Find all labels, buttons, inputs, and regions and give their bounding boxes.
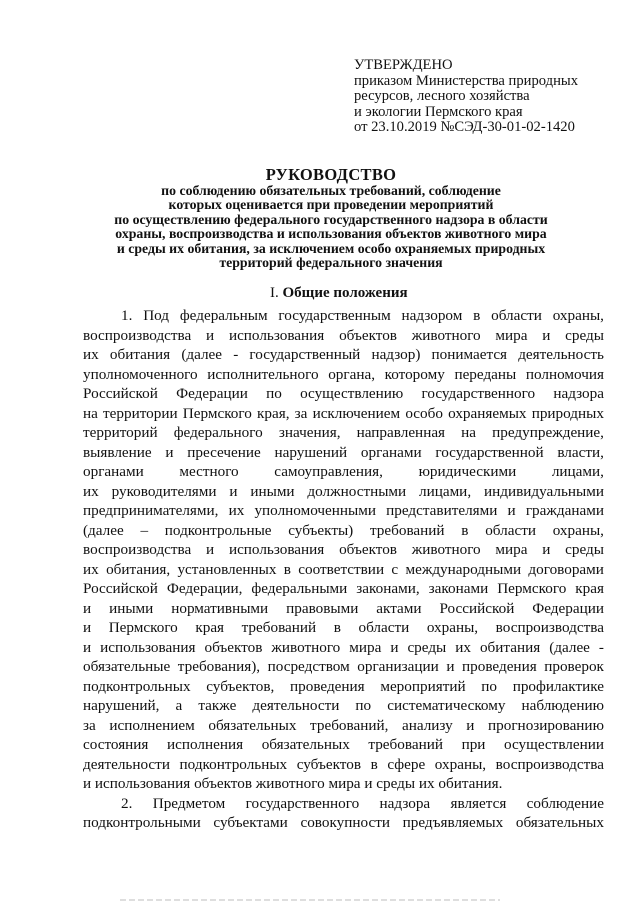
approval-line: и экологии Пермского края [354,103,523,120]
body-line: выявление и пресечение нарушений органами государственной власти, [83,443,604,461]
approval-line: УТВЕРЖДЕНО [354,57,453,73]
body-line: нарушений, а также деятельности по систематическому наблюдению [83,697,604,714]
body-line: органами местного самоуправления, юридическими лицами, [83,463,604,480]
body-line: 1. Под федеральным государственным надзором в области охраны, [121,307,604,324]
document-heading [96,165,566,270]
body-line: на территории Пермского края, за исключением особо охраняемых природных [83,404,604,422]
body-line: воспроизводства и использования объектов животного мира и среды [83,541,604,558]
section-heading [270,285,408,302]
body-line: подконтрольными субъектами совокупности предъявляемых обязательных [83,814,604,831]
subtitle-line: территорий федерального значения [219,255,443,271]
body-line: и использования объектов животного мира и среды их обитания. [83,775,503,792]
body-line: их руководителями и иными должностными лицами, индивидуальными [83,482,604,500]
subtitle-line: по соблюдению обязательных требований, соблюдение [161,183,501,198]
approval-line: от 23.10.2019 №СЭД-30-01-02-1420 [354,119,575,135]
section-title: Общие положения [282,285,408,301]
document-title: РУКОВОДСТВО [265,165,397,184]
approval-line: приказом Министерства природных [354,72,578,89]
scan-artifact [120,899,500,901]
subtitle-line: которых оценивается при проведении мероприятий [168,197,494,213]
body-line: воспроизводства и использования объектов животного мира и среды [83,326,604,344]
subtitle-line: по осуществлению федерального государственного надзора в области [114,211,548,227]
approval-stamp [354,58,624,136]
body-line: за исполнением обязательных требований, анализу и прогнозированию [83,716,604,734]
body-text [83,306,604,833]
approval-line: ресурсов, лесного хозяйства [354,88,530,104]
body-line: 2. Предметом государственного надзора является соблюдение [121,794,604,812]
body-line: и использования объектов животного мира и среды их обитания (далее - [83,638,604,656]
section-number: I. [270,285,279,301]
subtitle-line: охраны, воспроизводства и использования объектов животного мира [115,226,547,242]
subtitle-line: и среды их обитания, за исключением особо охраняемых природных [116,240,546,256]
body-line: и Пермского края требований в области охраны, воспроизводства [83,619,604,636]
body-line: предпринимателями, их уполномоченными представителями и гражданами [83,502,604,519]
document-subtitle [96,184,566,270]
body-line: деятельности подконтрольных субъектов в сфере охраны, воспроизводства [83,755,604,773]
body-line: Российской Федерации по осуществлению государственного надзора [83,385,604,402]
body-line: подконтрольных субъектов, проведения мероприятий по профилактике [83,677,604,695]
body-line: уполномоченного исполнительного органа, которому переданы полномочия [83,365,604,383]
body-line: их обитания, установленных в соответствии с международными договорами [83,560,604,578]
body-line: состояния исполнения обязательных требований при осуществлении [83,736,604,753]
body-line: и иными нормативными правовыми актами Российской Федерации [83,599,604,617]
body-line: (далее – подконтрольные субъекты) требований в области охраны, [83,521,604,539]
body-line: обязательные требования), посредством организации и проведения проверок [83,658,604,675]
body-line: Российской Федерации, федеральными законами, законами Пермского края [83,580,604,597]
body-line: их обитания (далее - государственный надзор) понимается деятельность [83,346,604,363]
body-line: территорий федерального значения, направленная на предупреждение, [83,424,604,441]
